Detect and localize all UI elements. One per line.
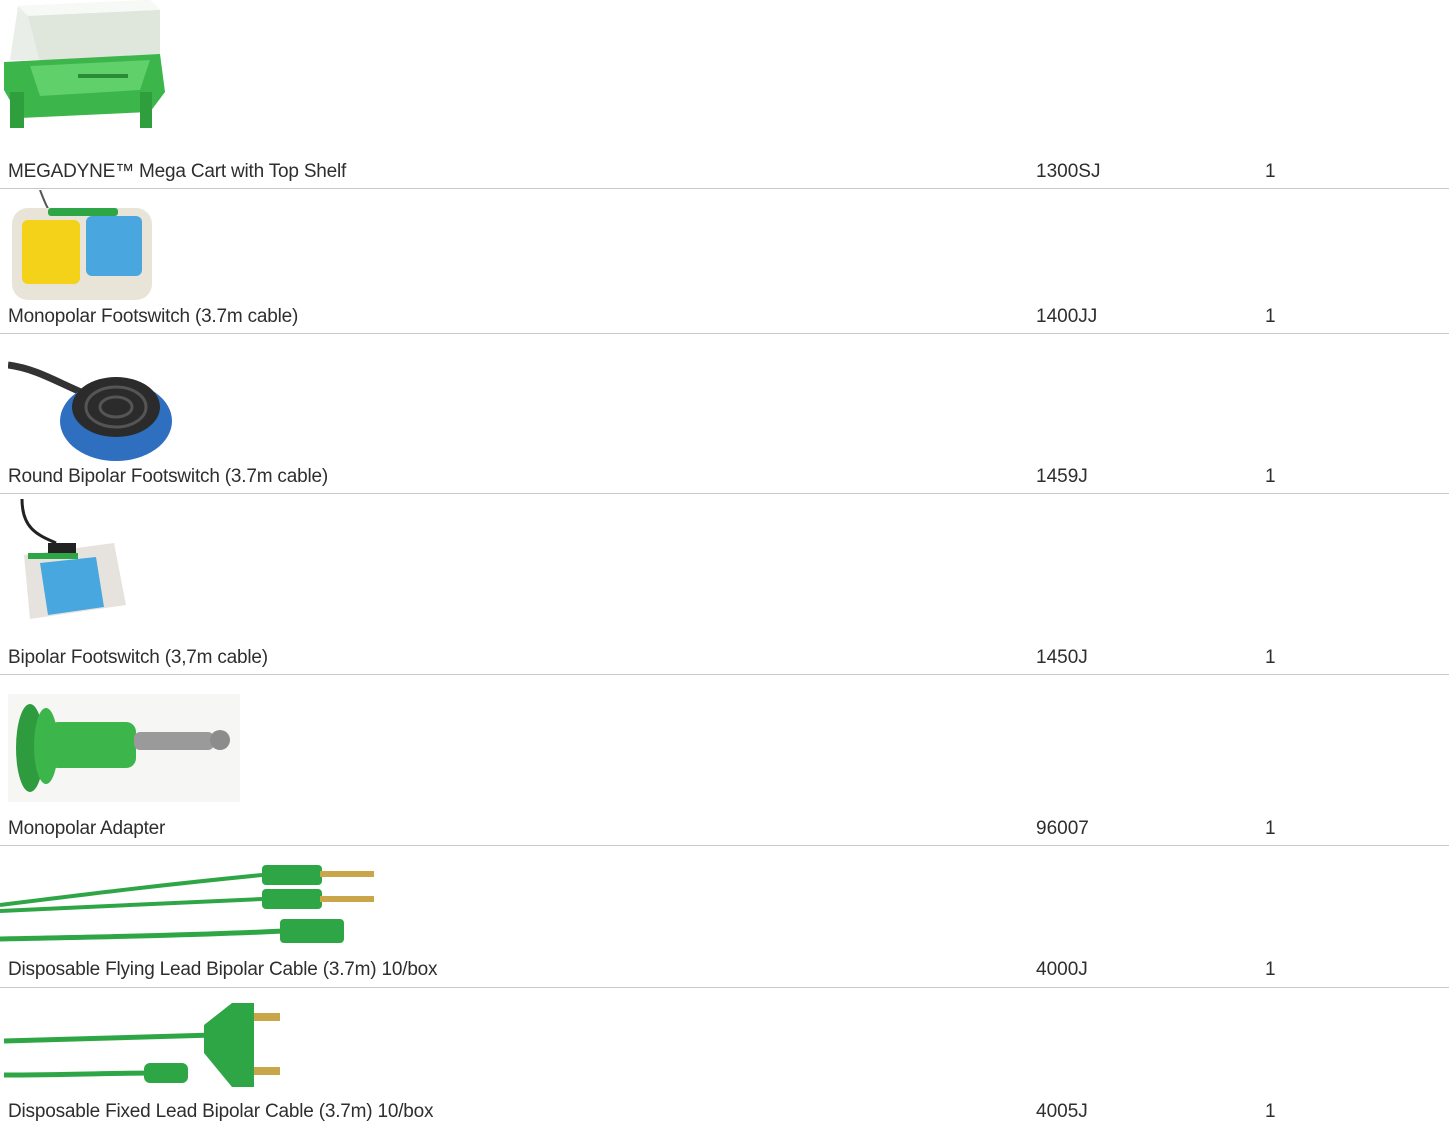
bipolar-footswitch-icon <box>18 499 130 625</box>
product-quantity: 1 <box>1265 161 1276 182</box>
product-quantity: 1 <box>1265 306 1276 327</box>
product-quantity: 1 <box>1265 818 1276 839</box>
table-row <box>0 989 1449 1123</box>
product-name: Disposable Fixed Lead Bipolar Cable (3.7m) 10/box <box>8 1101 434 1122</box>
table-row <box>0 335 1449 494</box>
product-quantity: 1 <box>1265 1101 1276 1122</box>
product-code: 1400JJ <box>1036 306 1098 327</box>
mega-cart-icon <box>0 0 170 130</box>
product-quantity: 1 <box>1265 959 1276 980</box>
product-code: 1300SJ <box>1036 161 1101 182</box>
product-quantity: 1 <box>1265 647 1276 668</box>
product-code: 96007 <box>1036 818 1089 839</box>
product-name: MEGADYNE™ Mega Cart with Top Shelf <box>8 161 347 182</box>
product-code: 1459J <box>1036 466 1088 487</box>
monopolar-adapter-icon <box>8 694 240 802</box>
monopolar-footswitch-icon <box>10 190 155 302</box>
fixed-lead-cable-icon <box>4 1003 284 1087</box>
round-footswitch-icon <box>8 343 238 463</box>
product-name: Monopolar Adapter <box>8 818 166 839</box>
table-row <box>0 495 1449 675</box>
flying-lead-cable-icon <box>0 861 380 947</box>
product-code: 1450J <box>1036 647 1088 668</box>
product-code: 4000J <box>1036 959 1088 980</box>
table-row <box>0 847 1449 988</box>
table-row <box>0 190 1449 334</box>
product-name: Disposable Flying Lead Bipolar Cable (3.7m) 10/box <box>8 959 438 980</box>
product-quantity: 1 <box>1265 466 1276 487</box>
table-row <box>0 676 1449 846</box>
product-name: Bipolar Footswitch (3,7m cable) <box>8 647 268 668</box>
product-code: 4005J <box>1036 1101 1088 1122</box>
product-name: Round Bipolar Footswitch (3.7m cable) <box>8 466 328 487</box>
table-row <box>0 0 1449 189</box>
product-name: Monopolar Footswitch (3.7m cable) <box>8 306 299 327</box>
